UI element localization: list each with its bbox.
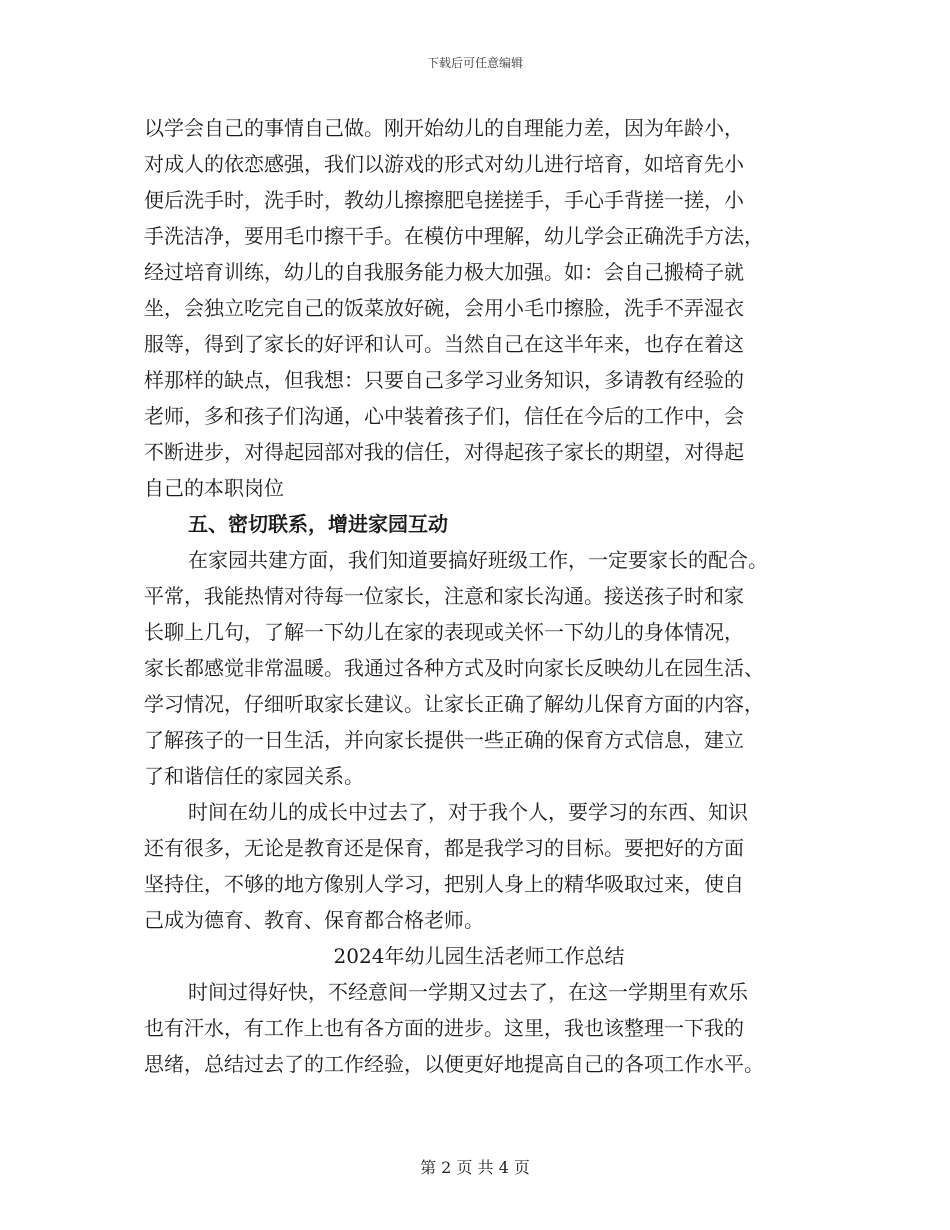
text-line: 时间在幼儿的成长中过去了，对于我个人，要学习的东西、知识 [188, 800, 748, 824]
text-line: 服等，得到了家长的好评和认可。当然自己在这半年来，也存在着这 [144, 332, 744, 356]
text-line: 对成人的依恋感强，我们以游戏的形式对幼儿进行培育，如培育先小 [144, 152, 744, 176]
text-line: 时间过得好快，不经意间一学期又过去了，在这一学期里有欢乐 [188, 980, 748, 1004]
text-line: 了解孩子的一日生活，并向家长提供一些正确的保育方式信息，建立 [144, 728, 744, 752]
text-line: 了和谐信任的家园关系。 [144, 764, 364, 788]
article-title: 2024年幼儿园生活老师工作总结 [333, 944, 625, 968]
text-line: 长聊上几句，了解一下幼儿在家的表现或关怀一下幼儿的身体情况， [144, 620, 744, 644]
text-line: 样那样的缺点，但我想：只要自己多学习业务知识，多请教有经验的 [144, 368, 744, 392]
text-line: 思绪，总结过去了的工作经验，以便更好地提高自己的各项工作水平。 [144, 1052, 764, 1076]
text-line: 坐，会独立吃完自己的饭菜放好碗，会用小毛巾擦脸，洗手不弄湿衣 [144, 296, 744, 320]
text-line: 平常，我能热情对待每一位家长，注意和家长沟通。接送孩子时和家 [144, 584, 744, 608]
text-line: 还有很多，无论是教育还是保育，都是我学习的目标。要把好的方面 [144, 836, 744, 860]
text-line: 己成为德育、教育、保育都合格老师。 [144, 908, 484, 932]
text-line: 便后洗手时，洗手时，教幼儿擦擦肥皂搓搓手，手心手背搓一搓，小 [144, 188, 744, 212]
text-line: 手洗洁净，要用毛巾擦干手。在模仿中理解，幼儿学会正确洗手方法， [144, 224, 764, 248]
section-heading: 五、密切联系，增进家园互动 [188, 512, 448, 536]
text-line: 不断进步，对得起园部对我的信任，对得起孩子家长的期望，对得起 [144, 440, 744, 464]
page-number: 第 2 页 共 4 页 [420, 1158, 530, 1177]
page-header-note: 下载后可任意编辑 [426, 56, 523, 70]
text-line: 自己的本职岗位 [144, 476, 284, 500]
text-line: 家长都感觉非常温暖。我通过各种方式及时向家长反映幼儿在园生活、 [144, 656, 764, 680]
document-body [144, 110, 814, 1082]
text-line: 老师，多和孩子们沟通，心中装着孩子们，信任在今后的工作中，会 [144, 404, 744, 428]
text-line: 在家园共建方面，我们知道要搞好班级工作，一定要家长的配合。 [188, 548, 768, 572]
text-line: 学习情况，仔细听取家长建议。让家长正确了解幼儿保育方面的内容， [144, 692, 764, 716]
text-line: 也有汗水，有工作上也有各方面的进步。这里，我也该整理一下我的 [144, 1016, 744, 1040]
text-line: 坚持住，不够的地方像别人学习，把别人身上的精华吸取过来，使自 [144, 872, 744, 896]
text-line: 经过培育训练，幼儿的自我服务能力极大加强。如：会自己搬椅子就 [144, 260, 744, 284]
text-line: 以学会自己的事情自己做。刚开始幼儿的自理能力差，因为年龄小， [144, 116, 744, 140]
